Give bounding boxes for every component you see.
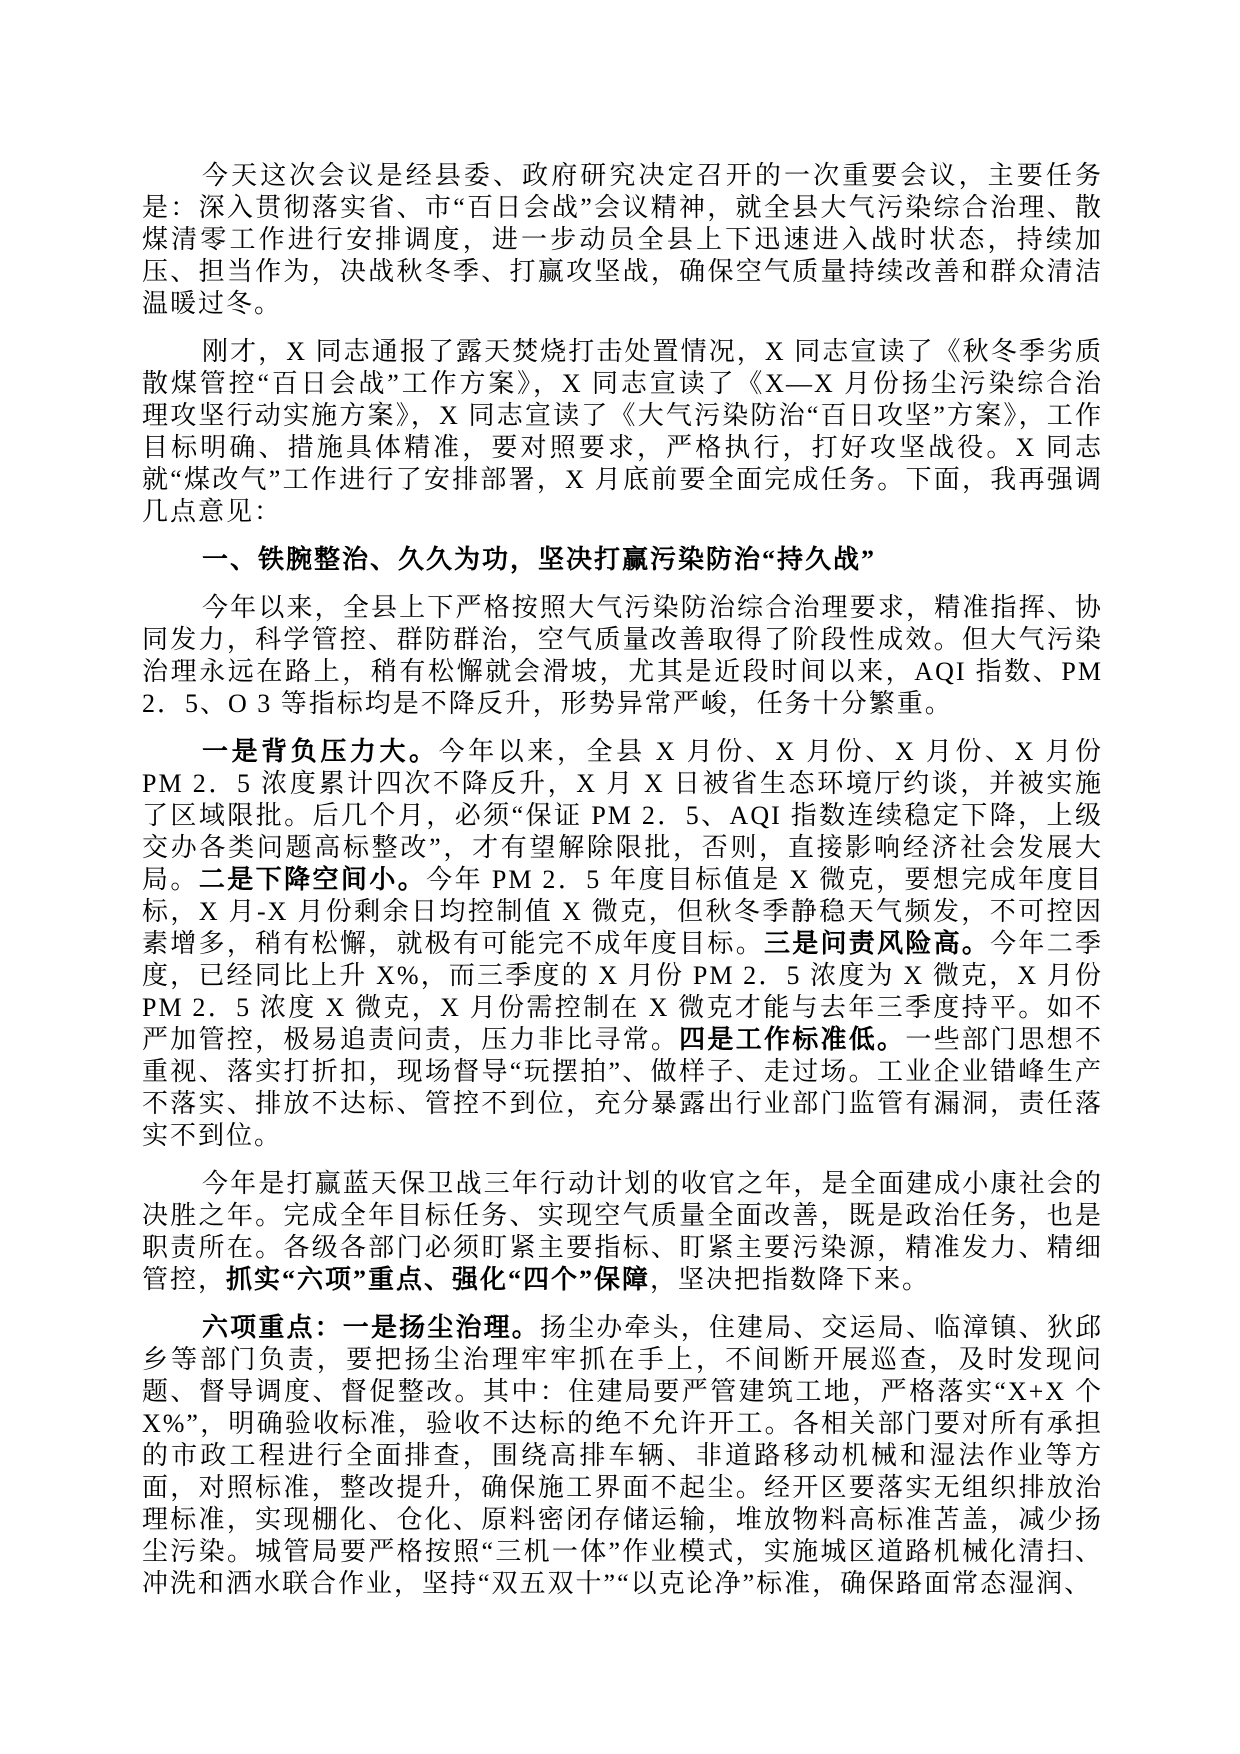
- text-run: 今年以来，全县 X 月份、X 月份、X 月份、X 月份 PM 2．5 浓度累计四次不降反升，X 月 X 日被省生态环境厅约谈，并被实施了区域限批。后几个月，必须“保证 PM 2．5、AQI 指数连续稳定下降，上级交办各类问题高标整改”，才有望解除限批，否则，直接影响经济社会发展大局。: [142, 737, 1103, 894]
- bold-text-run: 一、铁腕整治、久久为功，坚决打赢污染防治“持久战”: [202, 545, 877, 574]
- text-run: 今年是打赢蓝天保卫战三年行动计划的收官之年，是全面建成小康社会的决胜之年。完成全年目标任务、实现空气质量全面改善，既是政治任务，也是职责所在。各级各部门必须盯紧主要指标、盯紧主要污染源，精准发力、精细管控，: [142, 1169, 1103, 1294]
- bold-text-run: 抓实“六项”重点、强化“四个”保障: [226, 1265, 651, 1294]
- paragraph: [142, 1312, 1103, 1600]
- bold-text-run: 四是工作标准低。: [679, 1025, 906, 1054]
- bold-text-run: 一是背负压力大。: [202, 737, 439, 766]
- paragraph: [142, 1168, 1103, 1296]
- paragraph: [142, 592, 1103, 720]
- bold-text-run: 二是下降空间小。: [198, 865, 427, 894]
- paragraph: [142, 736, 1103, 1152]
- paragraph: [142, 336, 1103, 528]
- paragraph: [142, 160, 1103, 320]
- text-run: 一些部门思想不重视、落实打折扣，现场督导“玩摆拍”、做样子、走过场。工业企业错峰生产不落实、排放不达标、管控不到位，充分暴露出行业部门监管有漏洞，责任落实不到位。: [142, 1025, 1103, 1150]
- text-run: 今年 PM 2．5 年度目标值是 X 微克，要想完成年度目标，X 月-X 月份剩余日均控制值 X 微克，但秋冬季静稳天气频发，不可控因素增多，稍有松懈，就极有可能完不成年度目标。: [142, 865, 1103, 958]
- document-content: [142, 160, 1103, 1600]
- text-run: ，坚决把指数降下来。: [650, 1265, 931, 1294]
- bold-text-run: 六项重点：一是扬尘治理。: [202, 1313, 540, 1342]
- text-run: 刚才，X 同志通报了露天焚烧打击处置情况，X 同志宣读了《秋冬季劣质散煤管控“百日会战”工作方案》，X 同志宣读了《X—X 月份扬尘污染综合治理攻坚行动实施方案》，X 同志宣读了《大气污染防治“百日攻坚”方案》，工作目标明确、措施具体精准，要对照要求，严格执行，打好攻坚战役。X 同志就“煤改气”工作进行了安排部署，X 月底前要全面完成任务。下面，我再强调几点意见：: [142, 337, 1103, 526]
- section-heading: [142, 544, 1103, 576]
- text-run: 今年二季度，已经同比上升 X%，而三季度的 X 月份 PM 2．5 浓度为 X 微克，X 月份 PM 2．5 浓度 X 微克，X 月份需控制在 X 微克才能与去年三季度持平。如不严加管控，极易追责问责，压力非比寻常。: [142, 929, 1103, 1054]
- text-run: 今年以来，全县上下严格按照大气污染防治综合治理要求，精准指挥、协同发力，科学管控、群防群治，空气质量改善取得了阶段性成效。但大气污染治理永远在路上，稍有松懈就会滑坡，尤其是近段时间以来，AQI 指数、PM 2．5、O 3 等指标均是不降反升，形势异常严峻，任务十分繁重。: [142, 593, 1103, 718]
- text-run: 扬尘办牵头，住建局、交运局、临漳镇、狄邱乡等部门负责，要把扬尘治理牢牢抓在手上，不间断开展巡查，及时发现问题、督导调度、督促整改。其中：住建局要严管建筑工地，严格落实“X+X 个 X%”，明确验收标准，验收不达标的绝不允许开工。各相关部门要对所有承担的市政工程进行全面排查，围绕高排车辆、非道路移动机械和湿法作业等方面，对照标准，整改提升，确保施工界面不起尘。经开区要落实无组织排放治理标准，实现棚化、仓化、原料密闭存储运输，堆放物料高标准苫盖，减少扬尘污染。城管局要严格按照“三机一体”作业模式，实施城区道路机械化清扫、冲洗和洒水联合作业，坚持“双五双十”“以克论净”标准，确保路面常态湿润、: [142, 1313, 1103, 1598]
- text-run: 今天这次会议是经县委、政府研究决定召开的一次重要会议，主要任务是：深入贯彻落实省、市“百日会战”会议精神，就全县大气污染综合治理、散煤清零工作进行安排调度，进一步动员全县上下迅速进入战时状态，持续加压、担当作为，决战秋冬季、打赢攻坚战，确保空气质量持续改善和群众清洁温暖过冬。: [142, 161, 1103, 318]
- bold-text-run: 三是问责风险高。: [763, 929, 991, 958]
